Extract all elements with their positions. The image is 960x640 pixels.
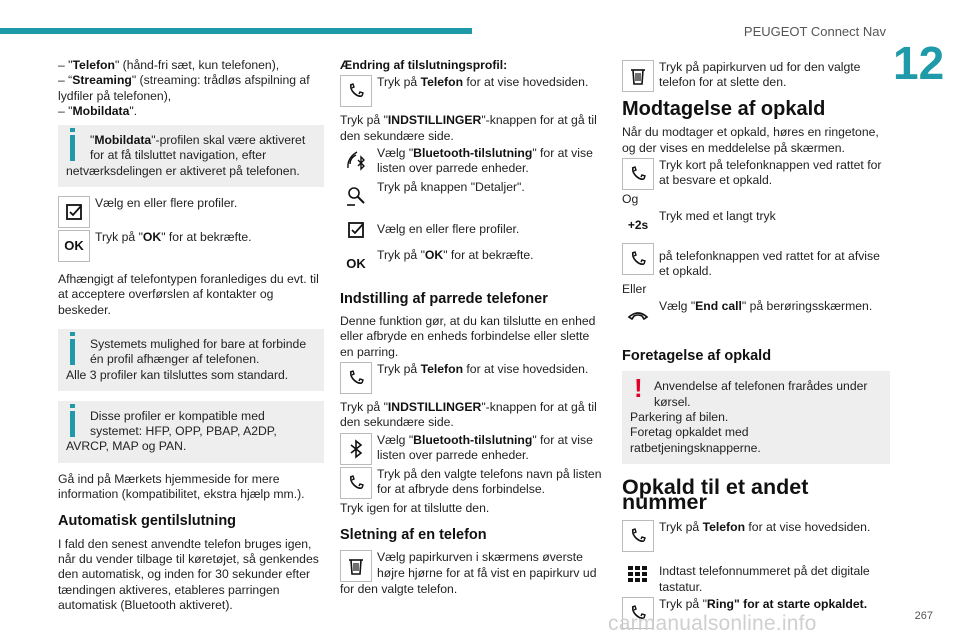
bluetooth-connection-icon [340, 146, 372, 178]
step-select-profiles: Vælg en eller flere profiler. [58, 196, 324, 228]
end-call-icon [622, 299, 654, 331]
phone-icon [622, 520, 654, 552]
tap-again-text: Tryk igen for at tilslutte den. [340, 500, 490, 515]
column-left [58, 58, 324, 613]
chapter-number: 12 [893, 37, 945, 89]
step-delete: Vælg papirkurven i skærmens øverste højre hjørne for at få vist en papirkurv ud [340, 550, 604, 582]
step-tap-telefon: Tryk på Telefon for at vise hovedsiden. [622, 520, 890, 552]
step-bluetooth: Vælg "Bluetooth-tilslutning" for at vise listen over parrede enheder. [340, 433, 604, 465]
brand-title: PEUGEOT Connect Nav [743, 24, 886, 39]
trash-icon [622, 60, 654, 92]
step-long-press: +2s Tryk med et langt tryk [622, 209, 890, 241]
warning-icon: ! [634, 373, 643, 404]
heading-call-other-number: Opkald til et andet nummer [622, 474, 809, 515]
header-bar [0, 28, 472, 34]
details-search-icon [340, 180, 372, 212]
ok-icon: OK [58, 230, 90, 262]
accept-paragraph: Afhængigt af telefontypen foranlediges du evt. til at acceptere overførslen af kontakter og beskeder. [58, 272, 319, 317]
phone-icon [340, 467, 372, 499]
paired-phones-paragraph: Denne funktion gør, at du kan tilslutte en enhed eller afbryde en enheds forbindelse eller slette en parring. [340, 314, 596, 359]
step-confirm-ok: OK Tryk på "OK" for at bekræfte. [340, 248, 604, 280]
eller-text: Eller [622, 281, 647, 296]
step-end-call: Vælg "End call" på berøringsskærmen. [622, 299, 890, 331]
step-tap-telefon: Tryk på Telefon for at vise hovedsiden. [340, 75, 604, 107]
step-select-phone-name: Tryk på den valgte telefons navn på listen for at afbryde dens forbindelse. [340, 467, 604, 499]
column-middle [340, 58, 604, 598]
step-reject: på telefonknappen ved rattet for at afvise et opkald. [622, 243, 890, 280]
auto-reconnect-paragraph: I fald den senest anvendte telefon bruges igen, når du vender tilbage til køretøjet, så genkendes den automatisk, og inden for 30 sekunder efter tændingen aktiveres, etableres parringen automatisk (Bluetooth aktiveret). [58, 536, 319, 612]
step-tap-telefon: Tryk på Telefon for at vise hovedsiden. [340, 362, 604, 394]
column-right [622, 58, 890, 631]
checkbox-icon [58, 196, 90, 228]
step-trash: Tryk på papirkurven ud for den valgte telefon for at slette den. [622, 60, 890, 92]
page-number: 267 [914, 610, 933, 622]
og-text: Og [622, 191, 639, 206]
checkbox-icon [340, 214, 372, 246]
heading-paired-phones: Indstilling af parrede telefoner [340, 290, 548, 307]
step-details: Tryk på knappen "Detaljer". [340, 180, 604, 212]
step-short-press: Tryk kort på telefonknappen ved rattet for at besvare et opkald. [622, 158, 890, 190]
receive-paragraph: Når du modtager et opkald, høres en ringetone, og der vises en meddelelse på skærmen. [622, 125, 879, 155]
keypad-icon [622, 558, 654, 590]
phone-icon [622, 158, 654, 190]
settings-paragraph: Tryk på "INDSTILLINGER"-knappen for at gå til den sekundære side. [340, 113, 597, 143]
profile-item-streaming: – “Streaming" (streaming: trådløs afspilning af lydfiler på telefonen), [58, 73, 310, 103]
profile-item-telefon: – "Telefon" (hånd-fri sæt, kun telefonen), [58, 58, 280, 72]
heading-receive-call: Modtagelse af opkald [622, 98, 826, 120]
website-paragraph: Gå ind på Mærkets hjemmeside for mere information (kompatibilitet, ekstra hjælp mm.). [58, 471, 305, 502]
phone-icon [340, 362, 372, 394]
phone-icon [340, 75, 372, 107]
step-select-profiles: Vælg en eller flere profiler. [340, 214, 604, 246]
info-note: Disse profiler er kompatible med systemet: HFP, OPP, PBAP, A2DP, AVRCP, MAP og PAN. [58, 401, 324, 463]
step-confirm-ok: OK Tryk på "OK" for at bekræfte. [58, 230, 324, 262]
phone-icon [622, 243, 654, 275]
change-profile-title: Ændring af tilslutningsprofil: [340, 58, 508, 72]
info-note: "Mobildata"-profilen skal være aktiveret for at få tilsluttet navigation, efter netværksdelingen er aktiveret på telefonen. [58, 125, 324, 187]
step-bluetooth: Vælg "Bluetooth-tilslutning" for at vise listen over parrede enheder. [340, 146, 604, 178]
heading-make-call: Foretagelse af opkald [622, 348, 772, 365]
ok-icon: OK [340, 248, 372, 280]
profile-item-mobildata: – "Mobildata". [58, 103, 138, 118]
heading-auto-reconnect: Automatisk gentilslutning [58, 513, 237, 530]
info-note: Systemets mulighed for bare at forbinde én profil afhænger af telefonen. Alle 3 profiler kan tilsluttes som standard. [58, 329, 324, 391]
heading-delete-phone: Sletning af en telefon [340, 526, 487, 543]
info-icon [70, 135, 75, 161]
step-enter-number: Indtast telefonnummeret på det digitale tastatur. [622, 558, 890, 595]
info-icon [70, 411, 75, 437]
info-icon [70, 339, 75, 365]
bluetooth-icon [340, 433, 372, 465]
warning-note: ! Anvendelse af telefonen frarådes under kørsel. Parkering af bilen. Foretag opkaldet med ratbetjeningsknapperne. [622, 371, 890, 463]
trash-icon [340, 550, 372, 582]
long-press-icon: +2s [622, 209, 654, 241]
delete-continuation: for den valgte telefon. [340, 582, 458, 597]
settings-paragraph: Tryk på "INDSTILLINGER"-knappen for at gå til den sekundære side. [340, 400, 597, 430]
step-ring: Tryk på "Ring" for at starte opkaldet. [622, 597, 890, 629]
watermark: carmanualsonline.info [608, 612, 817, 635]
